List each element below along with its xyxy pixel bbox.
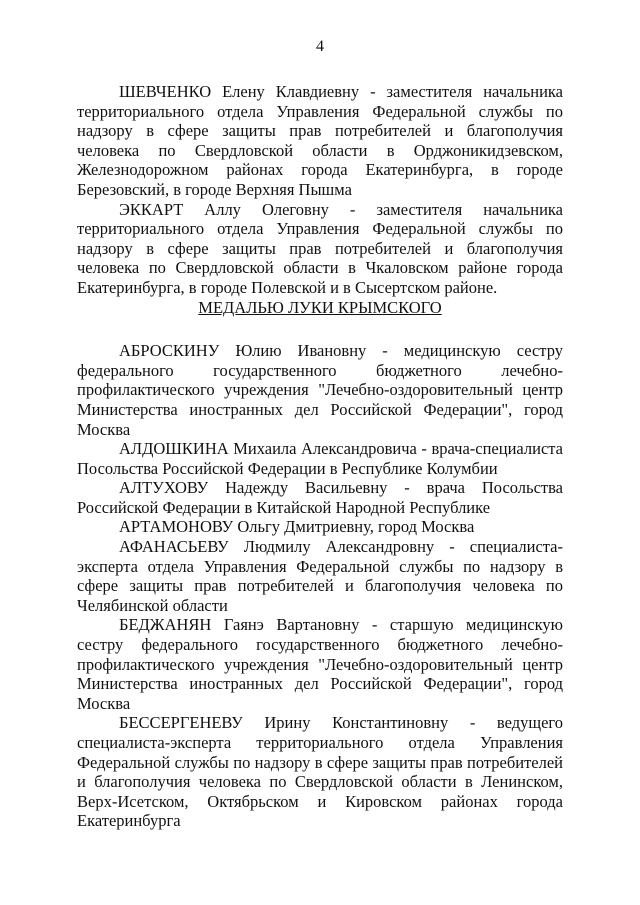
entry-paragraph: АФАНАСЬЕВУ Людмилу Александровну - специалиста-эксперта отдела Управления Федеральной службы по надзору в сфере защиты прав потребителей и благополучия человека по Челябинской области (77, 537, 563, 615)
page-number: 4 (316, 38, 324, 55)
entry-paragraph: АБРОСКИНУ Юлию Ивановну - медицинскую сестру федерального государственного бюджетного лечебно-профилактического учреждения "Лечебно-оздоровительный центр Министерства иностранных дел Российской Федерации", город Москва (77, 341, 563, 439)
entry-paragraph: ЭККАРТ Аллу Олеговну - заместителя начальника территориального отдела Управления Федеральной службы по надзору в сфере защиты прав потребителей и благополучия человека по Свердловской области в Чкаловском районе города Екатеринбурга, в городе Полевской и в Сысертском районе. (77, 199, 563, 297)
section-heading: МЕДАЛЬЮ ЛУКИ КРЫМСКОГО (198, 297, 442, 317)
entry-paragraph: БЕДЖАНЯН Гаянэ Вартановну - старшую медицинскую сестру федерального государственного бюджетного лечебно-профилактического учреждения "Лечебно-оздоровительный центр Министерства иностранных дел Российской Федерации", город Москва (77, 615, 563, 713)
entry-paragraph: БЕССЕРГЕНЕВУ Ирину Константиновну - ведущего специалиста-эксперта территориального отдела Управления Федеральной службы по надзору в сфере защиты прав потребителей и благополучия человека по Свердловской области в Ленинском, Верх-Исетском, Октябрьском и Кировском районах города Екатеринбурга (77, 713, 563, 831)
document-body (77, 82, 563, 831)
entry-paragraph: ШЕВЧЕНКО Елену Клавдиевну - заместителя начальника территориального отдела Управления Федеральной службы по надзору в сфере защиты прав потребителей и благополучия человека по Свердловской области в Орджоникидзевском, Железнодорожном районах города Екатеринбурга, в городе Березовский, в городе Верхняя Пышма (77, 82, 563, 199)
entry-paragraph: АЛДОШКИНА Михаила Александровича - врача-специалиста Посольства Российской Федерации в Республике Колумбии (77, 439, 563, 478)
entry-paragraph: АРТАМОНОВУ Ольгу Дмитриевну, город Москва (119, 517, 475, 537)
entry-paragraph: АЛТУХОВУ Надежду Васильевну - врача Посольства Российской Федерации в Китайской Народной Республике (77, 478, 563, 517)
